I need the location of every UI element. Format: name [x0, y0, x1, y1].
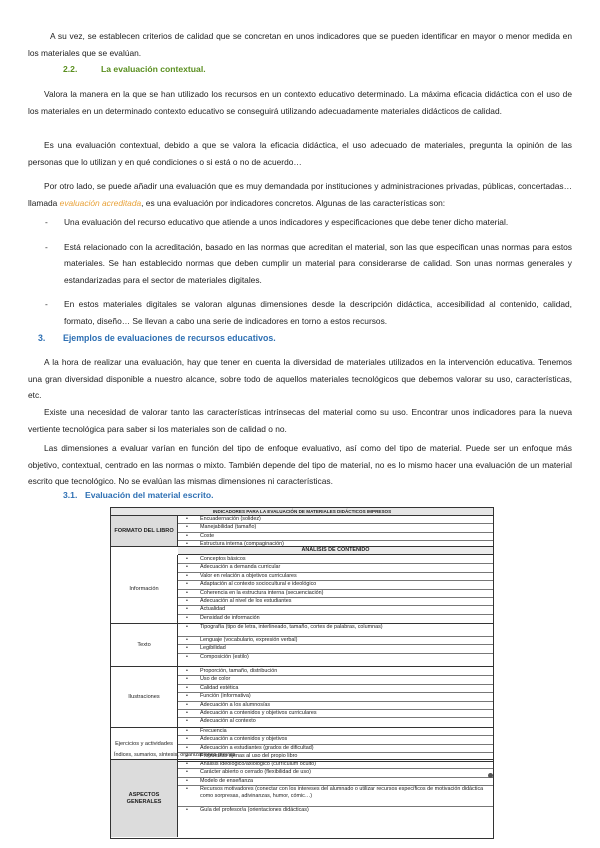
table-row-informacion	[111, 555, 493, 624]
table-item: • Tipografía (tipo de letra, interlineado, tamaño, cortes de palabras, columnas)	[178, 624, 493, 637]
analisis-contenido-header: ANÁLISIS DE CONTENIDO	[178, 547, 493, 555]
table-item: • Carácter abierto o cerrado (flexibilidad de uso)	[178, 769, 493, 777]
row-items	[178, 556, 493, 622]
table-item: • Adecuación al contexto	[178, 718, 493, 725]
section-3-1-heading	[63, 490, 213, 500]
indicators-table	[110, 507, 494, 839]
table-item: • Legibilidad	[178, 645, 493, 653]
table-item: • Actualidad	[178, 606, 493, 614]
table-item: • Análisis ideológico/axiológico (currículum oculto)	[178, 761, 493, 769]
table-item: • Encuadernación (solidez)	[178, 516, 493, 524]
table-row-indices: Índices, sumarios, síntesis, organizaciones previas	[111, 752, 493, 760]
table-item: • Adecuación a contenidos y objetivos curriculares	[178, 710, 493, 718]
table-row-formato	[111, 516, 493, 547]
table-item: • Función (informativa)	[178, 693, 493, 701]
table-item: • Adaptación al contexto sociocultural e ideológico	[178, 581, 493, 589]
table-item: • Guía del profesor/a (orientaciones didácticas)	[178, 807, 493, 814]
table-item: • Estructura interna (compaginación)	[178, 541, 493, 548]
row-label: ASPECTOS GENERALES	[111, 760, 178, 837]
table-item: • Proporción, tamaño, distribución	[178, 668, 493, 676]
paragraph-evaluacion-contextual-2: Es una evaluación contextual, debido a que se valora la eficacia didáctica, el uso adecuado de materiales, pregunta la opinión de las personas que lo utilizan y en qué condiciones o si está o no de acuerdo…	[28, 140, 572, 167]
paragraph-text-b: , es una evaluación por indicadores concretos. Algunas de las características son:	[141, 197, 446, 208]
section-title: Ejemplos de evaluaciones de recursos educativos.	[63, 333, 276, 343]
table-item: • Calidad estética	[178, 685, 493, 693]
intro-paragraph: A su vez, se establecen criterios de calidad que se concretan en unos indicadores que se pueden identificar en mayor o menor medida en los materiales que se evalúan.	[28, 31, 572, 58]
row-label: Ejercicios y actividades	[111, 728, 178, 761]
row-items	[178, 761, 493, 815]
table-header: INDICADORES PARA LA EVALUACIÓN DE MATERIALES DIDÁCTICOS IMPRESOS	[111, 508, 493, 516]
row-label: Información	[111, 555, 178, 623]
table-item: • Modelo de enseñanza	[178, 778, 493, 786]
section-title: Evaluación del material escrito.	[85, 490, 214, 500]
row-items	[178, 516, 493, 549]
table-item: • Lenguaje (vocabulario, expresión verbal)	[178, 637, 493, 645]
evaluacion-acreditada-term: evaluación acreditada	[59, 197, 142, 208]
table-item: • Adecuación a estudiantes (grados de dificultad)	[178, 745, 493, 753]
paragraph-necesidad: Existe una necesidad de valorar tanto las características intrínsecas del material como su uso. Encontrar unos indicadores para la nueva vertiente tecnológica para saber si los materiales son de calidad o no.	[28, 407, 572, 434]
characteristics-list	[28, 214, 572, 329]
table-item: • Valor en relación a objetivos curriculares	[178, 573, 493, 581]
section-number: 3.	[38, 333, 46, 343]
table-item: • Coste	[178, 533, 493, 541]
row-label: Ilustraciones	[111, 667, 178, 727]
list-item: - Está relacionado con la acreditación, basado en las normas que acreditan el material, son las que especifican unas normas para estos materiales. Se han establecido normas que deben cumplir un material para considerarse de calidad. Son unas normas generales y estandarizadas para el sector de materiales digitales.	[45, 241, 572, 285]
section-number: 3.1.	[63, 490, 78, 500]
table-item: • Coherencia en la estructura interna (secuenciación)	[178, 590, 493, 598]
paragraph-evaluacion-contextual: Valora la manera en la que se han utilizado los recursos en un contexto educativo determinado. La máxima eficacia didáctica con el uso de los materiales en un determinado contexto educativo se conseguirá utilizando adecuadamente materiales didácticos de calidad.	[28, 89, 572, 116]
table-row-ilustraciones	[111, 667, 493, 728]
row-items	[178, 624, 493, 661]
row-items	[178, 668, 493, 726]
table-item: • Propuestas ajenas al uso del propio libro	[178, 753, 493, 760]
table-item: • Conceptos básicos	[178, 556, 493, 564]
table-item: • Composición (estilo)	[178, 654, 493, 661]
table-item: • Adecuación a contenidos y objetivos	[178, 736, 493, 744]
table-item: • Adecuación a los alumnos/as	[178, 702, 493, 710]
row-label: Texto	[111, 624, 178, 666]
table-item: • Frecuencia	[178, 728, 493, 736]
paragraph-text-a: Por otro lado, se puede añadir una evaluación que es muy demandada por instituciones y administraciones privadas, públicas, concertadas… llamada	[28, 181, 572, 208]
table-item: • Manejabilidad (tamaño)	[178, 524, 493, 532]
table-item: • Adecuación a demanda curricular	[178, 564, 493, 572]
section-title: La evaluación contextual.	[101, 64, 206, 74]
scroll-marker-icon	[488, 773, 493, 778]
table-row-aspectos	[111, 760, 493, 837]
section-number: 2.2.	[63, 64, 78, 74]
paragraph-diversidad: A la hora de realizar una evaluación, hay que tener en cuenta la diversidad de materiales utilizados en la intervención educativa. Tenemos una gran diversidad disponible a nuestro alcance, sobre todo de aquellos materiales tecnológicos que debemos valorar su uso, características, etc.	[28, 357, 572, 400]
list-item: - En estos materiales digitales se valoran algunas dimensiones desde la descripción didáctica, accesibilidad al contenido, calidad, formato, diseño… Se llevan a cabo una serie de indicadores en torno a estos recursos.	[45, 299, 572, 326]
table-item: • Densidad de información	[178, 615, 493, 622]
table-item: • Adecuación al nivel de los estudiantes	[178, 598, 493, 606]
row-label: FORMATO DEL LIBRO	[111, 516, 178, 546]
table-row-texto	[111, 624, 493, 667]
list-item: - Una evaluación del recurso educativo que atiende a unos indicadores y especificaciones que debe tener dicho material.	[45, 217, 509, 227]
paragraph-dimensiones: Las dimensiones a evaluar varían en función del tipo de enfoque evaluativo, así como del tipo de material. Puede ser un enfoque más objetivo, contextual, centrado en las normas o mixto. También depende del tipo de material, no es lo mismo hacer una evaluación de un material escrito que tecnológico. No se evalúan las mismas dimensiones ni características.	[28, 443, 572, 486]
section-2-2-heading	[63, 64, 206, 74]
table-item: • Uso de color	[178, 676, 493, 684]
section-3-heading	[38, 333, 276, 343]
table-item: • Recursos motivadores (conectar con los intereses del alumnado o utilizar recursos específicos de motivación didáctica como sorpresas, adivinanzas, humor, cómic…)	[178, 786, 493, 807]
paragraph-acreditada	[0, 178, 600, 211]
